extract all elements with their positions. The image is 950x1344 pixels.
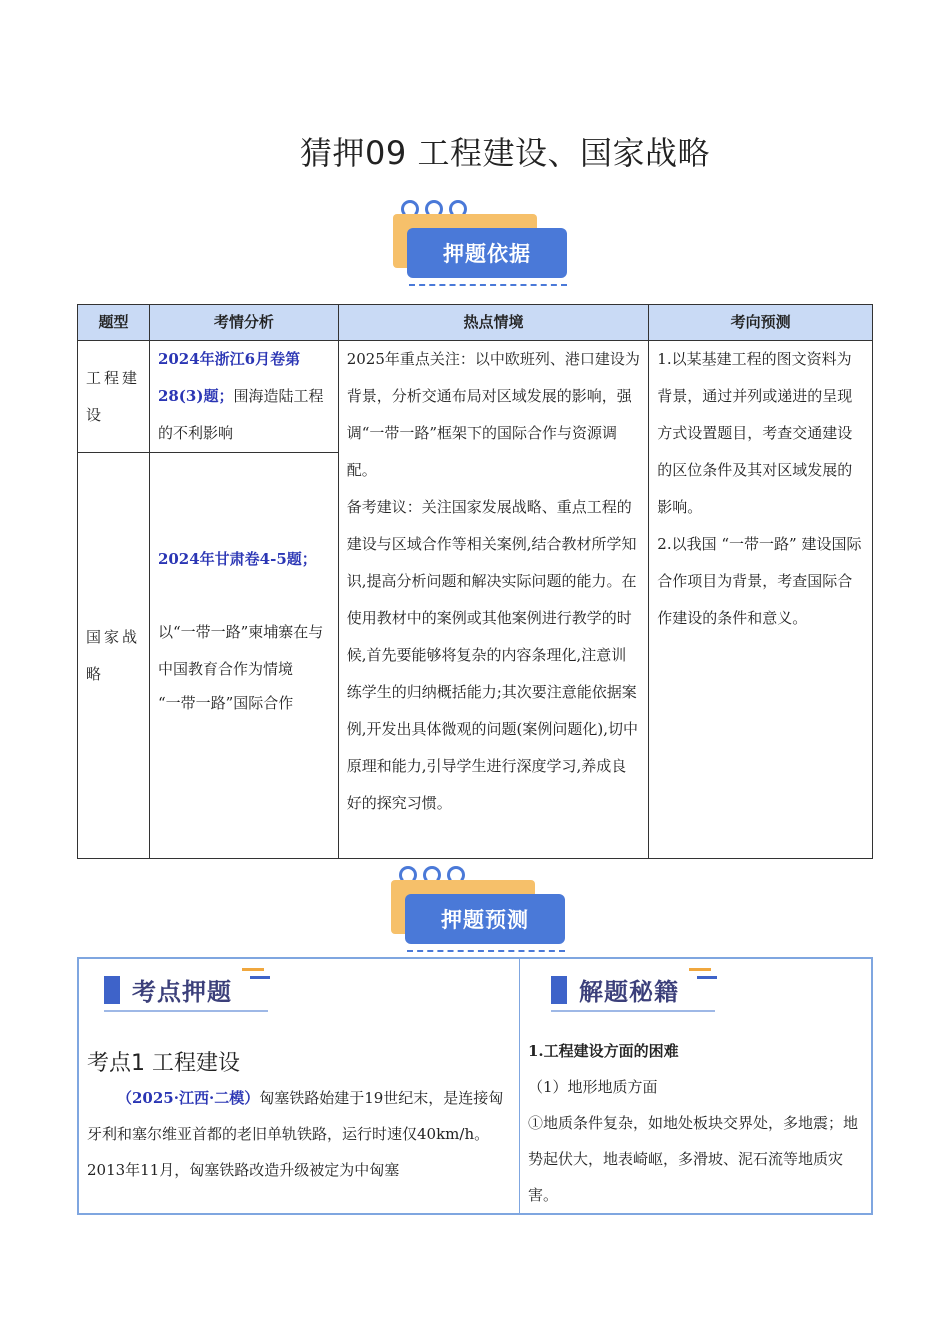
right-heading: 解题秘籍 (579, 978, 679, 1006)
row2-analysis (149, 453, 338, 859)
tips-text: ①地质条件复杂，如地处板块交界处，多地震；地势起伏大，地表崎岖，多滑坡、泥石流等地质灾害。 (528, 1114, 859, 1204)
row2-type: 国家战略 (78, 453, 150, 859)
row1-type: 工程建设 (78, 341, 150, 453)
hotspot-cell (338, 341, 649, 859)
predict-cell (649, 341, 873, 859)
tips-sub: （1）地形地质方面 (528, 1078, 658, 1096)
row1-analysis (149, 341, 338, 453)
tips-item-title: 1.工程建设方面的困难 (528, 1042, 679, 1060)
hotspot-p1: 2025年重点关注：以中欧班列、港口建设为背景，分析交通布局对区域发展的影响，强调“一带一路”框架下的国际合作与资源调配。 (346, 350, 640, 479)
tips-content (528, 1033, 866, 1213)
row2-desc2: “一带一路”国际合作 (157, 694, 294, 712)
predict-p2: 2.以我国 “一带一路” 建设国际合作项目为背景，考查国际合作建设的条件和意义。 (657, 535, 862, 627)
banner-predict (385, 866, 575, 956)
banner-basis (387, 200, 577, 290)
kaodian-text (87, 1080, 505, 1188)
hotspot-p2: 备考建议：关注国家发展战略、重点工程的建设与区域合作等相关案例,结合教材所学知识,提高分析问题和解决实际问题的能力。在使用教材中的案例或其他案例进行教学的时候,首先要能够将复杂的内容条理化,注意训练学生的归纳概括能力;其次要注意能依据案例,开发出具体微观的问题(案例问题化),切中原理和能力,引导学生进行深度学习,养成良好的探究习惯。 (346, 498, 638, 812)
table-row (78, 341, 873, 453)
table-header-row (78, 305, 873, 341)
header-hotspot: 热点情境 (338, 305, 649, 341)
header-predict: 考向预测 (649, 305, 873, 341)
header-type: 题型 (78, 305, 150, 341)
row2-desc1: 以“一带一路”柬埔寨在与中国教育合作为情境 (157, 623, 324, 678)
row1-source: 2024年浙江6月卷第28(3)题； (157, 350, 301, 405)
row2-source: 2024年甘肃卷4-5题； (157, 550, 317, 568)
page-title: 猜押09 工程建设、国家战略 (300, 134, 710, 172)
kaodian-title: 考点1 工程建设 (87, 1051, 240, 1076)
analysis-table (77, 304, 873, 859)
banner-predict-label: 押题预测 (405, 894, 565, 944)
left-section-header (104, 966, 274, 1006)
question-text: 匈塞铁路始建于19世纪末，是连接匈牙利和塞尔维亚首都的老旧单轨铁路，运行时速仅40km/h。2013年11月，匈塞铁路改造升级被定为中匈塞 (87, 1089, 504, 1179)
header-analysis: 考情分析 (149, 305, 338, 341)
right-section-header (551, 966, 721, 1006)
row1-desc: 围海造陆工程的不利影响 (157, 387, 324, 442)
left-heading: 考点押题 (132, 978, 232, 1006)
banner-basis-label: 押题依据 (407, 228, 567, 278)
question-source: （2025·江西·二模） (117, 1089, 260, 1107)
predict-p1: 1.以某基建工程的图文资料为背景，通过并列或递进的呈现方式设置题目，考查交通建设的区位条件及其对区域发展的影响。 (657, 350, 853, 516)
